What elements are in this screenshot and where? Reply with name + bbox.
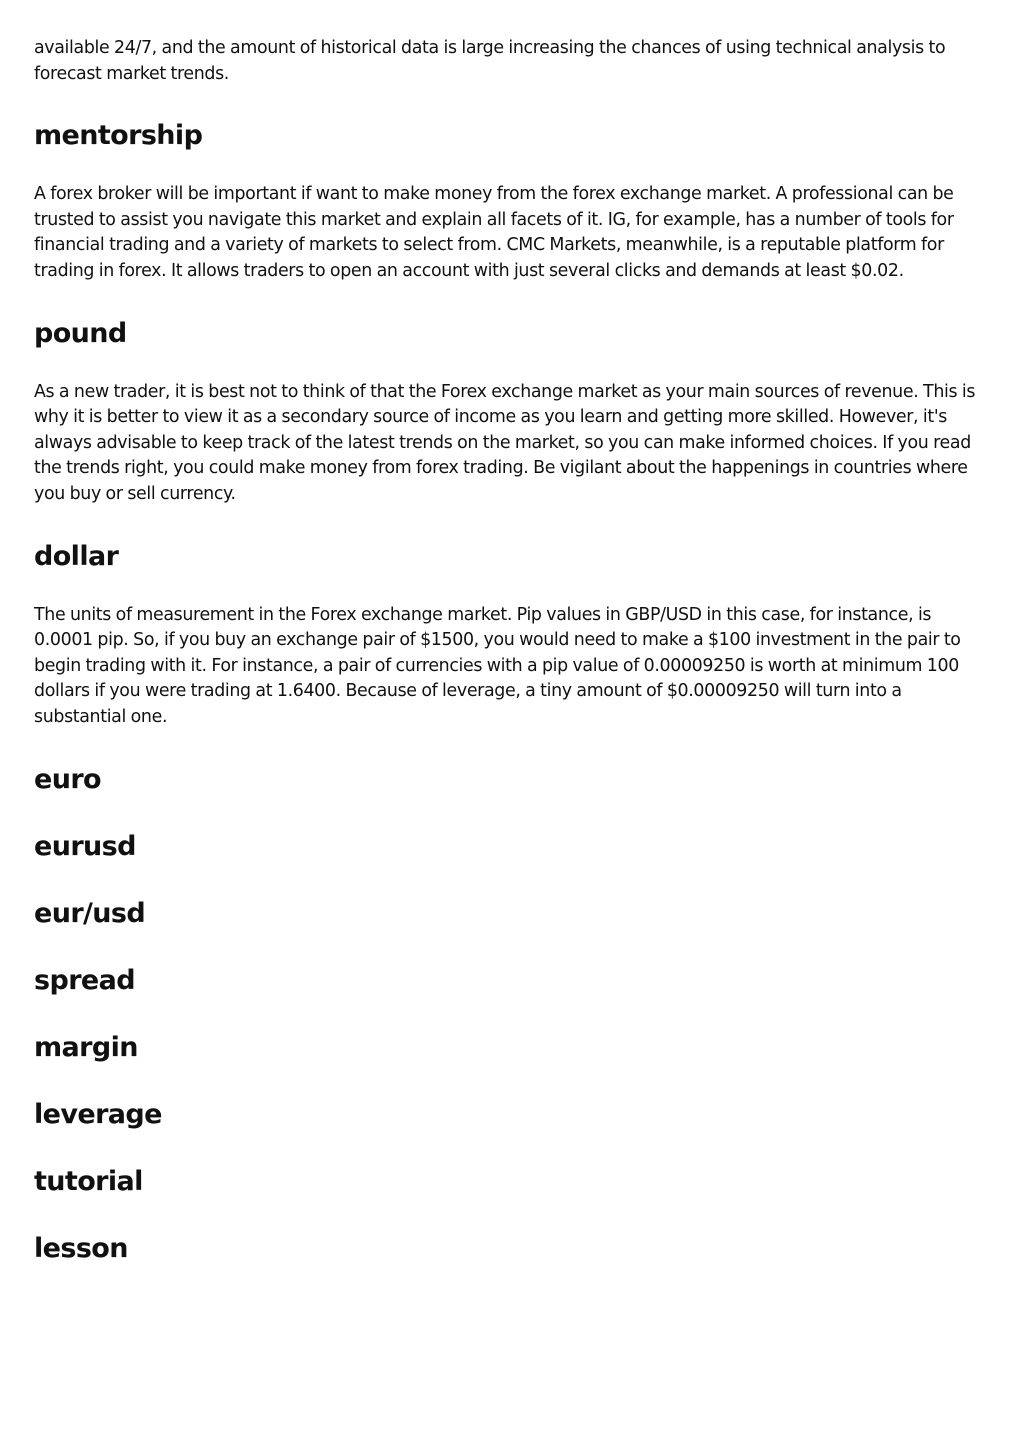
document-page: [34, 36, 992, 1267]
keyword-heading-margin: margin: [34, 1031, 138, 1063]
intro-paragraph: available 24/7, and the amount of historical data is large increasing the chances of using technical analysis to forecast market trends.: [34, 38, 946, 84]
keyword-heading-tutorial: tutorial: [34, 1165, 143, 1197]
keyword-heading-eurusd: eurusd: [34, 830, 136, 862]
section-body-pound: As a new trader, it is best not to think of that the Forex exchange market as your main sources of revenue. This is why it is better to view it as a secondary source of income as you learn and getting more skilled. However, it's always advisable to keep track of the latest trends on the market, so you can make informed choices. If you read the trends right, you could make money from forex trading. Be vigilant about the happenings in countries where you buy or sell currency.: [34, 381, 976, 504]
keyword-heading-leverage: leverage: [34, 1098, 162, 1130]
keyword-heading-eur-usd: eur/usd: [34, 897, 146, 929]
keyword-heading-euro: euro: [34, 763, 101, 795]
section-heading-pound: pound: [34, 317, 127, 349]
keyword-heading-spread: spread: [34, 964, 135, 996]
section-body-mentorship: A forex broker will be important if want to make money from the forex exchange market. A professional can be trusted to assist you navigate this market and explain all facets of it. IG, for example, has a number of tools for financial trading and a variety of markets to select from. CMC Markets, meanwhile, is a reputable platform for trading in forex. It allows traders to open an account with just several clicks and demands at least $0.02.: [34, 184, 954, 281]
section-body-dollar: The units of measurement in the Forex exchange market. Pip values in GBP/USD in this case, for instance, is 0.0001 pip. So, if you buy an exchange pair of $1500, you would need to make a $100 investment in the pair to begin trading with it. For instance, a pair of currencies with a pip value of 0.00009250 is worth at minimum 100 dollars if you were trading at 1.6400. Because of leverage, a tiny amount of $0.00009250 will turn into a substantial one.: [34, 604, 961, 727]
keyword-heading-lesson: lesson: [34, 1232, 128, 1264]
section-heading-dollar: dollar: [34, 540, 119, 572]
section-heading-mentorship: mentorship: [34, 120, 203, 152]
